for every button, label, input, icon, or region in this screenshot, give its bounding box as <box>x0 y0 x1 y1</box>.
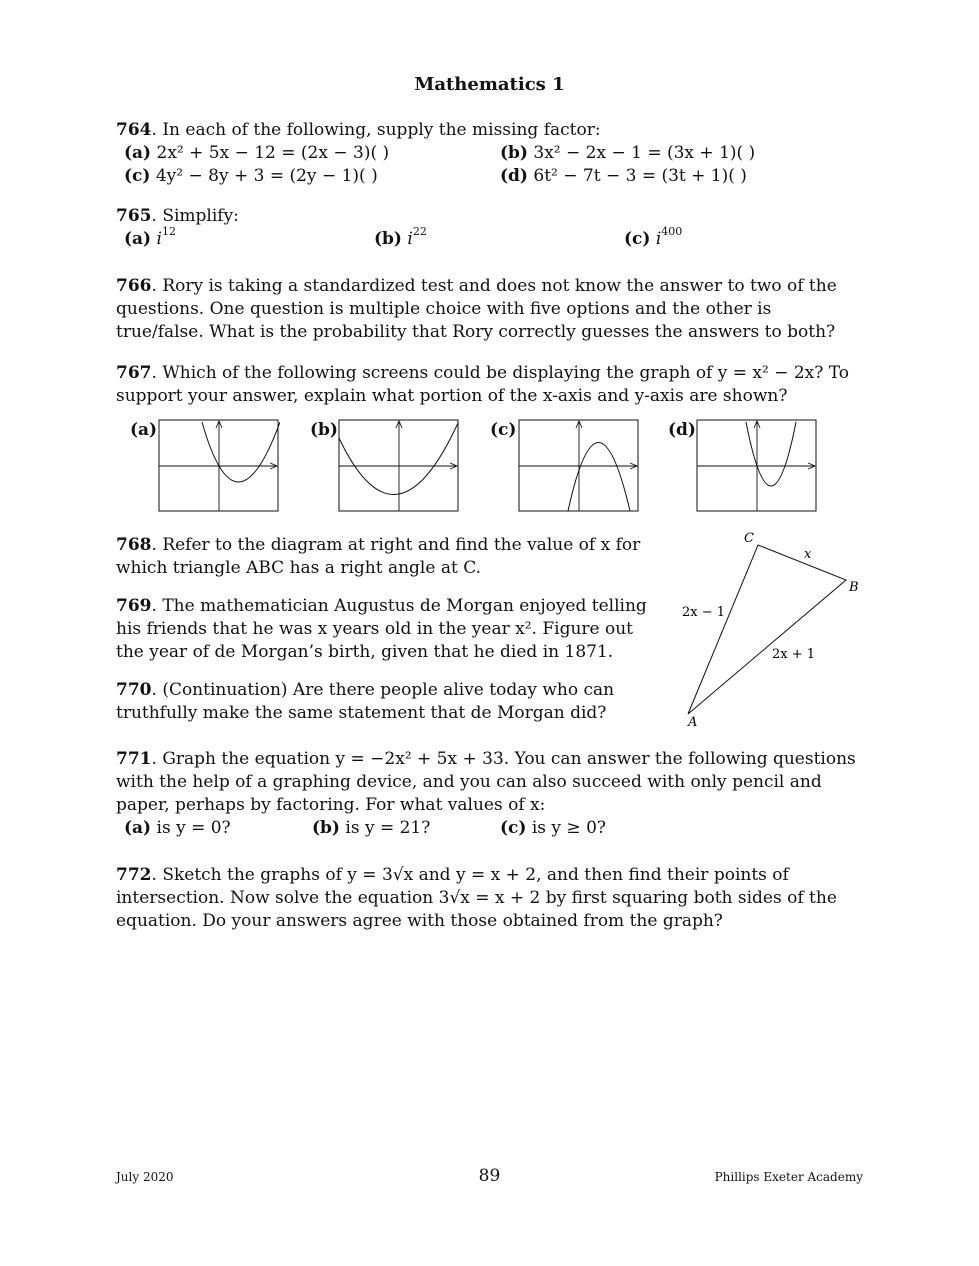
part-c-text: is y ≥ 0? <box>531 818 607 838</box>
part-a-text: 2x² + 5x − 12 = (2x − 3)( ) <box>156 143 390 163</box>
part-b-base: i <box>407 229 413 249</box>
part-label-a: (a) <box>124 818 152 838</box>
problem-text: (Continuation) Are there people alive today who can truthfully make the same statement that de Morgan did? <box>116 680 615 723</box>
side-ca-label: 2x − 1 <box>682 605 726 620</box>
part-b-text: is y = 21? <box>345 818 431 838</box>
side-cb-label: x <box>804 547 812 562</box>
part-label-a: (a) <box>124 229 152 249</box>
problem-number: 767 <box>116 363 152 383</box>
problem-text: Rory is taking a standardized test and does not know the answer to two of the questions. One question is multiple choice with five options and the other is true/false. What is the probability that Rory correctly guesses the answers to both? <box>116 276 837 342</box>
problem-771: 771. Graph the equation y = −2x² + 5x + 33. You can answer the following questions with the help of a graphing device, and you can also succeed with only pencil and paper, perhaps by factoring. For what values of x: (a) is y = 0? (b) is y = 21? (c) is y ≥ 0? <box>116 749 856 838</box>
side-ab-label: 2x + 1 <box>772 647 816 662</box>
problem-number: 771 <box>116 749 152 769</box>
problem-767: 767. Which of the following screens could be displaying the graph of y = x² − 2x? To support your answer, explain what portion of the x-axis and y-axis are shown? <box>116 363 850 406</box>
footer-date: July 2020 <box>116 1170 174 1184</box>
graph-label-c: (c) <box>490 420 517 440</box>
part-label-b: (b) <box>312 818 340 838</box>
part-label-b: (b) <box>374 229 402 249</box>
problem-number: 772 <box>116 865 152 885</box>
problem-text: Graph the equation y = −2x² + 5x + 33. You can answer the following questions with the help of a graphing device, and you can also succeed with only pencil and paper, perhaps by factoring. For what values of x: <box>116 749 856 815</box>
problem-number: 768 <box>116 535 152 555</box>
problem-764: 764. In each of the following, supply the missing factor: (a) 2x² + 5x − 12 = (2x − 3)( ) (b) 3x² − 2x − 1 = (3x + 1)( ) (c) 4y² − 8y + 3 = (2y − 1)( ) (d) 6t² − 7t − 3 = (3t + 1)( ) <box>116 120 756 186</box>
graph-b-icon <box>338 418 460 514</box>
part-d-text: 6t² − 7t − 3 = (3t + 1)( ) <box>533 166 747 186</box>
part-b-exponent: 22 <box>412 225 427 239</box>
graph-label-b: (b) <box>310 420 338 440</box>
triangle-diagram <box>676 528 876 733</box>
problem-772: 772. Sketch the graphs of y = 3√x and y = x + 2, and then find their points of intersection. Now solve the equation 3√x = x + 2 by first squaring both sides of the equation. Do your answers agree with those obtained from the graph? <box>116 865 837 931</box>
part-label-b: (b) <box>500 143 528 163</box>
problem-769: 769. The mathematician Augustus de Morgan enjoyed telling his friends that he was x years old in the year x². Figure out the year of de Morgan’s birth, given that he died in 1871. <box>116 596 647 662</box>
part-label-d: (d) <box>500 166 528 186</box>
graph-label-a: (a) <box>130 420 158 440</box>
problem-number: 764 <box>116 120 152 140</box>
problem-770: 770. (Continuation) Are there people alive today who can truthfully make the same statement that de Morgan did? <box>116 680 615 723</box>
problem-766: 766. Rory is taking a standardized test and does not know the answer to two of the questions. One question is multiple choice with five options and the other is true/false. What is the probability that Rory correctly guesses the answers to both? <box>116 276 837 342</box>
part-label-a: (a) <box>124 143 152 163</box>
problem-768: 768. Refer to the diagram at right and find the value of x for which triangle ABC has a right angle at C. <box>116 535 641 578</box>
problem-number: 766 <box>116 276 152 296</box>
graph-screens <box>130 418 830 514</box>
part-label-c: (c) <box>500 818 527 838</box>
problem-number: 769 <box>116 596 152 616</box>
part-a-text: is y = 0? <box>156 818 231 838</box>
graph-c-icon <box>518 418 640 514</box>
problem-text: Refer to the diagram at right and find the value of x for which triangle ABC has a right angle at C. <box>116 535 641 578</box>
problem-text: Simplify: <box>162 206 239 226</box>
graph-label-d: (d) <box>668 420 696 440</box>
problem-text: In each of the following, supply the missing factor: <box>162 120 601 140</box>
part-label-c: (c) <box>124 166 151 186</box>
part-c-text: 4y² − 8y + 3 = (2y − 1)( ) <box>155 166 378 186</box>
part-c-base: i <box>655 229 662 249</box>
part-b-text: 3x² − 2x − 1 = (3x + 1)( ) <box>533 143 756 163</box>
part-label-c: (c) <box>624 229 651 249</box>
problem-text: The mathematician Augustus de Morgan enjoyed telling his friends that he was x years old in the year x². Figure out the year of de Morgan’s birth, given that he died in 1871. <box>116 596 647 662</box>
problem-number: 765 <box>116 206 152 226</box>
part-a-base: i <box>156 229 162 249</box>
part-a-exponent: 12 <box>161 225 176 239</box>
page-number: 89 <box>478 1166 501 1186</box>
page-title: Mathematics 1 <box>414 74 565 95</box>
problem-text: Sketch the graphs of y = 3√x and y = x + 2, and then find their points of intersection. Now solve the equation 3√x = x + 2 by first squaring both sides of the equation. Do your answers agree with those obtained from the graph? <box>116 865 837 931</box>
footer-school: Phillips Exeter Academy <box>714 1170 863 1184</box>
vertex-c-label: C <box>744 531 754 546</box>
problem-765: 765. Simplify: (a) $i^{12}$ (b) $i^{22}$ (c) $i^{400}$ <box>116 206 683 249</box>
problem-number: 770 <box>116 680 152 700</box>
problem-text: Which of the following screens could be displaying the graph of y = x² − 2x? To support your answer, explain what portion of the x-axis and y-axis are shown? <box>116 363 850 406</box>
graph-a-icon <box>158 418 280 514</box>
vertex-a-label: A <box>688 715 698 730</box>
vertex-b-label: B <box>849 580 859 595</box>
part-c-exponent: 400 <box>661 225 683 239</box>
graph-d-icon <box>696 418 818 514</box>
